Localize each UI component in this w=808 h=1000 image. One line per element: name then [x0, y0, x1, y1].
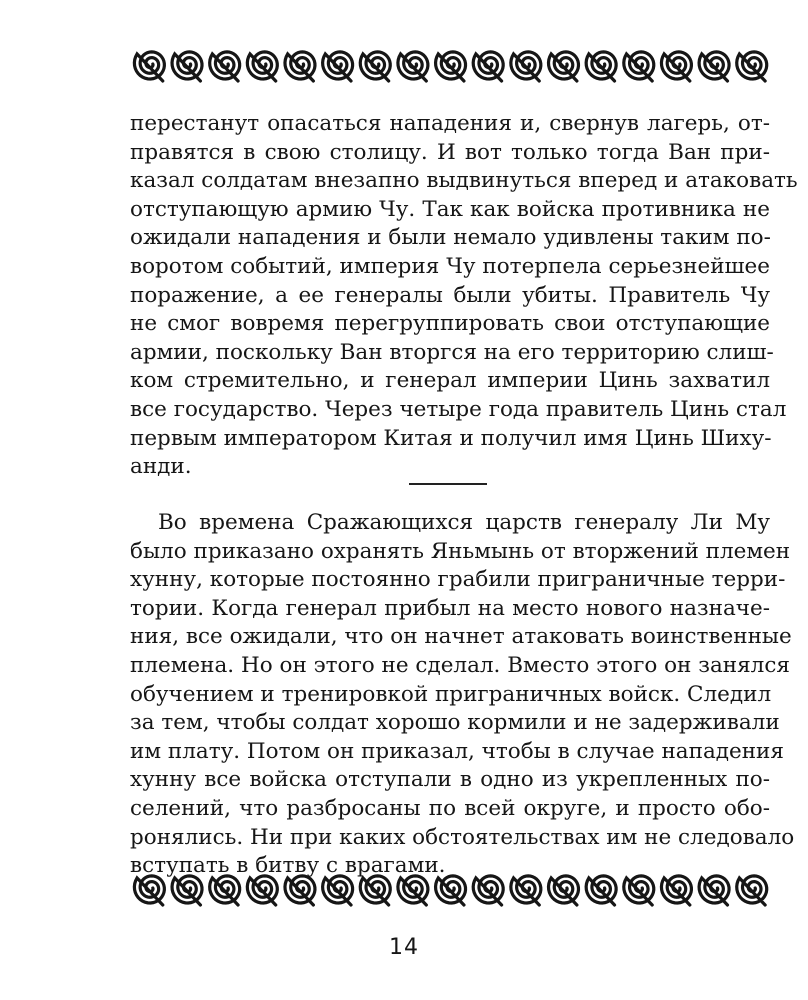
text-line: им плату. Потом он приказал, чтобы в случае нападения — [130, 738, 784, 764]
text-line: казал солдатам внезапно выдвинуться вперед и атаковать — [130, 168, 798, 194]
text-line: Во времена Сражающихся царств генералу Ли Му — [158, 510, 770, 535]
text-line: анди. — [130, 454, 192, 480]
spiral-glyph — [661, 876, 691, 905]
text-line: не смог вовремя перегруппировать свои отступающие — [130, 311, 770, 337]
spiral-glyph — [285, 52, 315, 81]
spiral-glyph — [172, 876, 202, 905]
spiral-glyph — [624, 52, 654, 81]
spiral-glyph — [436, 52, 466, 81]
spiral-glyph — [699, 876, 729, 905]
bottom-spiral-ornament — [132, 866, 772, 910]
spiral-glyph — [210, 876, 240, 905]
text-line: ронялись. Ни при каких обстоятельствах им не следовало — [130, 824, 795, 850]
spiral-glyph — [247, 876, 277, 905]
spiral-glyph — [586, 52, 616, 81]
text-line: вступать в битву с врагами. — [130, 853, 446, 879]
spiral-glyph — [398, 876, 428, 905]
spiral-glyph — [247, 52, 277, 81]
page-number: 14 — [389, 935, 419, 960]
text-line: было приказано охранять Яньмынь от вторжений племен — [130, 538, 791, 564]
spiral-glyph — [699, 52, 729, 81]
text-line: первым императором Китая и получил имя Цинь Шиху- — [130, 425, 772, 451]
paragraph-li-mu — [130, 509, 795, 881]
spiral-glyph — [737, 52, 767, 81]
text-line: племена. Но он этого не сделал. Вместо этого он занялся — [130, 652, 790, 678]
spiral-glyph — [511, 876, 541, 905]
spiral-glyph — [624, 876, 654, 905]
text-line: воротом событий, империя Чу потерпела серьезнейшее — [130, 253, 770, 279]
spiral-glyph — [436, 876, 466, 905]
text-line: поражение, а ее генералы были убиты. Правитель Чу — [130, 282, 770, 308]
text-line: за тем, чтобы солдат хорошо кормили и не задерживали — [130, 710, 780, 736]
spiral-glyph — [134, 876, 164, 905]
spiral-glyph — [549, 876, 579, 905]
spiral-glyph — [473, 52, 503, 81]
section-divider — [409, 483, 487, 485]
text-line: тории. Когда генерал прибыл на место нового назначе- — [130, 595, 770, 621]
spiral-glyph — [360, 876, 390, 905]
spiral-glyph — [586, 876, 616, 905]
text-line: селений, что разбросаны по всей округе, и просто обо- — [130, 795, 770, 821]
spiral-glyph — [323, 876, 353, 905]
spiral-glyph — [323, 52, 353, 81]
top-spiral-ornament — [132, 42, 772, 86]
spiral-glyph — [661, 52, 691, 81]
text-line: армии, поскольку Ван вторгся на его территорию слиш- — [130, 339, 774, 365]
paragraph-continuation — [130, 110, 798, 482]
spiral-glyph — [549, 52, 579, 81]
spiral-glyph — [210, 52, 240, 81]
spiral-glyph — [511, 52, 541, 81]
spiral-glyph — [134, 52, 164, 81]
spiral-glyph — [473, 876, 503, 905]
spiral-glyph — [737, 876, 767, 905]
text-line: хунну, которые постоянно грабили приграничные терри- — [130, 567, 786, 593]
text-line: все государство. Через четыре года правитель Цинь стал — [130, 396, 787, 422]
spiral-glyph — [360, 52, 390, 81]
spiral-glyph — [285, 876, 315, 905]
text-line: ком стремительно, и генерал империи Цинь захватил — [130, 368, 770, 394]
text-line: ния, все ожидали, что он начнет атаковать воинственные — [130, 624, 792, 650]
spiral-glyph — [172, 52, 202, 81]
text-line: отступающую армию Чу. Так как войска противника не — [130, 196, 770, 222]
text-line: правятся в свою столицу. И вот только тогда Ван при- — [130, 139, 770, 165]
text-line: перестанут опасаться нападения и, свернув лагерь, от- — [130, 111, 770, 136]
spiral-glyph — [398, 52, 428, 81]
text-line: хунну все войска отступали в одно из укрепленных по- — [130, 767, 770, 793]
text-line: ожидали нападения и были немало удивлены таким по- — [130, 225, 771, 251]
text-line: обучением и тренировкой приграничных войск. Следил — [130, 681, 772, 707]
